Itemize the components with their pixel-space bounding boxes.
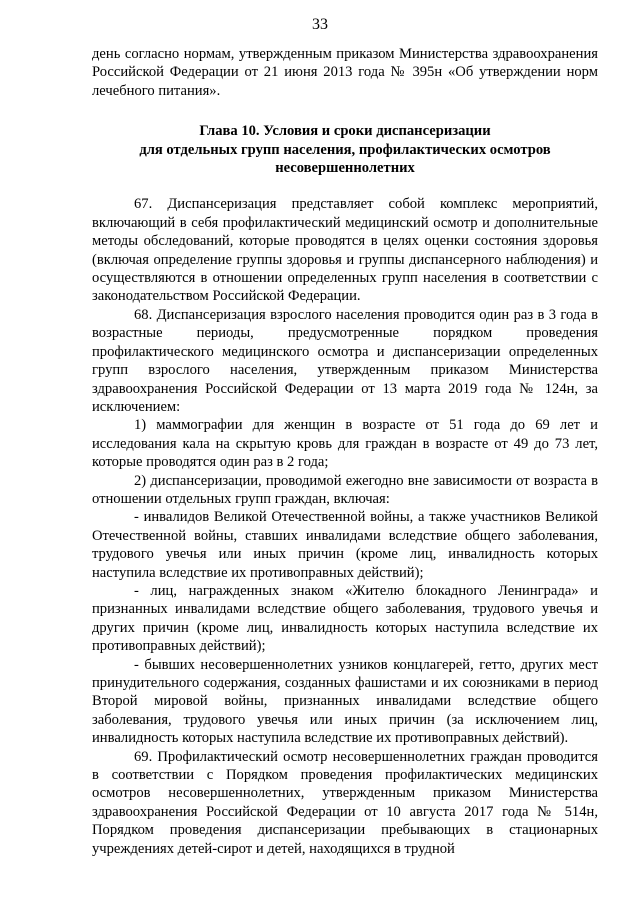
chapter-heading — [92, 122, 598, 177]
page-number: 33 — [312, 16, 328, 33]
dash-item-3: - бывших несовершеннолетних узников концлагерей, гетто, других мест принудительного содержания, созданных фашистами и их союзниками в период Второй мировой войны, признанных инвалидами вследствие общего заболевания, трудового увечья или иных причин (за исключением лиц, инвалидность которых наступила вследствие их противоправных действий). — [92, 656, 598, 747]
paragraph-67: 67. Диспансеризация представляет собой комплекс мероприятий, включающий в себя профилактический медицинский осмотр и дополнительные методы обследований, которые проводятся в целях оценки состояния здоровья (включая определение группы здоровья и группы диспансерного наблюдения) и осуществляются в отношении определенных групп населения в соответствии с законодательством Российской Федерации. — [92, 196, 598, 305]
paragraph-68: 68. Диспансеризация взрослого населения проводится один раз в 3 года в возрастные периоды, предусмотренные порядком проведения профилактического медицинского осмотра и диспансеризации определенных групп взрослого населения, утвержденным приказом Министерства здравоохранения Российской Федерации от 13 марта 2019 года № 124н, за исключением: — [92, 306, 598, 415]
dash-item-2: - лиц, награжденных знаком «Жителю блокадного Ленинграда» и признанных инвалидами вследствие общего заболевания, трудового увечья и других причин (кроме лиц, инвалидность которых наступила вследствие их противоправных действий); — [92, 582, 598, 655]
paragraph-69: 69. Профилактический осмотр несовершеннолетних граждан проводится в соответствии с Порядком проведения профилактических медицинских осмотров несовершеннолетних, утвержденным приказом Министерства здравоохранения Российской Федерации от 10 августа 2017 года № 514н, Порядком проведения диспансеризации пребывающих в стационарных учреждениях детей-сирот и детей, находящихся в трудной — [92, 748, 598, 857]
intro-paragraph: день согласно нормам, утвержденным приказом Министерства здравоохранения Российской Федерации от 21 июня 2013 года № 395н «Об утверждении норм лечебного питания». — [92, 46, 598, 99]
chapter-heading-line-2: для отдельных групп населения, профилактических осмотров — [139, 141, 551, 158]
list-item-2: 2) диспансеризации, проводимой ежегодно вне зависимости от возраста в отношении отдельных групп граждан, включая: — [92, 472, 598, 507]
chapter-heading-line-1: Глава 10. Условия и сроки диспансеризации — [199, 123, 491, 140]
list-item-1: 1) маммографии для женщин в возрасте от 51 года до 69 лет и исследования кала на скрытую кровь для граждан в возрасте от 49 до 73 лет, которые проводятся один раз в 2 года; — [92, 417, 598, 471]
dash-item-1: - инвалидов Великой Отечественной войны, а также участников Великой Отечественной войны, ставших инвалидами вследствие общего заболевания, трудового увечья или иных причин (кроме лиц, инвалидность которых наступила вследствие их противоправных действий); — [92, 509, 598, 581]
document-body — [92, 45, 598, 858]
chapter-heading-line-3: несовершеннолетних — [275, 160, 415, 177]
